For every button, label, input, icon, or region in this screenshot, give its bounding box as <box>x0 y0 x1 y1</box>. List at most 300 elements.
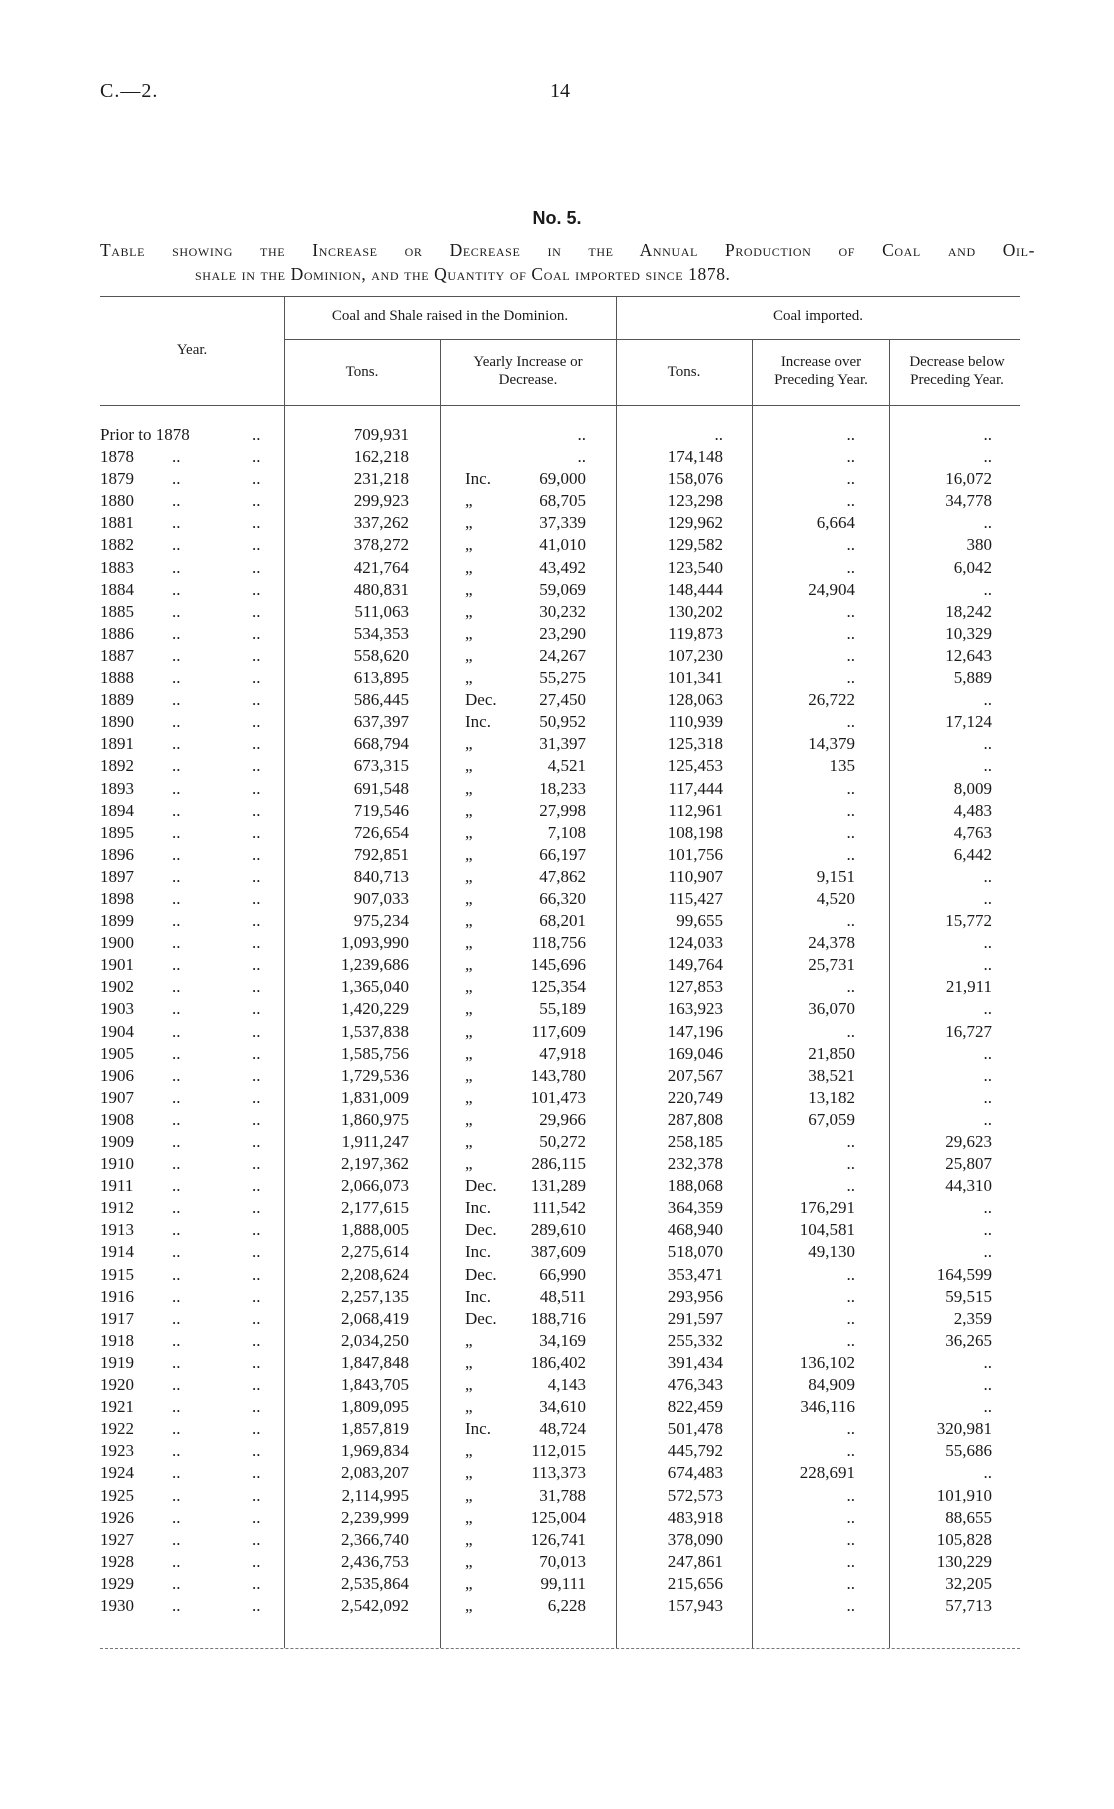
leader-dots: .. <box>252 844 261 864</box>
decrease-cell: 44,310 <box>945 1176 992 1196</box>
leader-dots: .. <box>252 1573 261 1593</box>
import-tons-cell: 378,090 <box>667 1529 723 1549</box>
table-row <box>0 800 1114 822</box>
change-prefix-cell: „ <box>465 1021 473 1041</box>
coal-tons-cell: 1,860,975 <box>341 1109 409 1129</box>
increase-cell: 36,070 <box>808 999 855 1019</box>
year-cell: 1911 <box>100 1176 134 1196</box>
header-coal-imported-group: Coal imported. <box>773 308 863 324</box>
yearly-change-cell: 70,013 <box>539 1551 586 1571</box>
change-prefix-cell: „ <box>465 778 473 798</box>
leader-dots: .. <box>252 778 261 798</box>
decrease-cell: .. <box>983 1242 992 1262</box>
year-cell: 1878 <box>100 447 134 467</box>
import-tons-cell: 822,459 <box>667 1397 723 1417</box>
leader-dots: .. <box>252 668 261 688</box>
year-cell: 1926 <box>100 1507 134 1527</box>
year-cell: 1886 <box>100 623 134 643</box>
import-tons-cell: 147,196 <box>667 1021 723 1041</box>
table-title-line-2: shale in the Dominion, and the Quantity of Coal imported since 1878. <box>195 264 731 284</box>
coal-tons-cell: 1,888,005 <box>341 1220 409 1240</box>
change-prefix-cell: „ <box>465 1109 473 1129</box>
decrease-cell: .. <box>983 1375 992 1395</box>
increase-cell: .. <box>846 623 855 643</box>
year-cell: 1883 <box>100 557 134 577</box>
decrease-cell: 36,265 <box>945 1330 992 1350</box>
table-row <box>0 844 1114 866</box>
increase-cell: .. <box>846 645 855 665</box>
year-cell: 1894 <box>100 800 134 820</box>
change-prefix-cell: Inc. <box>465 1286 491 1306</box>
increase-cell: .. <box>846 491 855 511</box>
table-body <box>0 424 1114 1617</box>
year-cell: 1881 <box>100 513 134 533</box>
year-cell: 1920 <box>100 1375 134 1395</box>
leader-dots: .. <box>172 1397 181 1417</box>
decrease-cell: 29,623 <box>945 1132 992 1151</box>
import-tons-cell: 258,185 <box>667 1132 723 1151</box>
year-cell: 1902 <box>100 977 134 997</box>
leader-dots: .. <box>252 800 261 820</box>
leader-dots: .. <box>172 977 181 997</box>
yearly-change-cell: 29,966 <box>539 1109 586 1129</box>
decrease-cell: .. <box>983 1087 992 1107</box>
decrease-cell: 16,727 <box>945 1021 992 1041</box>
year-cell: 1896 <box>100 844 134 864</box>
decrease-cell: 21,911 <box>945 977 992 997</box>
coal-tons-cell: 2,239,999 <box>341 1507 409 1527</box>
leader-dots: .. <box>172 1419 181 1439</box>
change-prefix-cell: „ <box>465 1043 473 1063</box>
import-tons-cell: 518,070 <box>667 1242 723 1262</box>
import-tons-cell: .. <box>714 425 723 444</box>
increase-cell: 228,691 <box>799 1463 855 1483</box>
leader-dots: .. <box>252 1375 261 1395</box>
leader-dots: .. <box>172 933 181 953</box>
yearly-change-cell: 118,756 <box>531 933 586 953</box>
yearly-change-cell: 37,339 <box>539 513 586 533</box>
leader-dots: .. <box>172 1330 181 1350</box>
import-tons-cell: 125,453 <box>667 756 723 776</box>
year-cell: 1887 <box>100 645 134 665</box>
decrease-cell: .. <box>983 425 992 444</box>
change-prefix-cell: „ <box>465 1330 473 1350</box>
yearly-change-cell: 66,990 <box>539 1264 586 1284</box>
import-tons-cell: 188,068 <box>667 1176 723 1196</box>
change-prefix-cell: „ <box>465 1507 473 1527</box>
table-row <box>0 623 1114 645</box>
year-cell: 1901 <box>100 955 134 975</box>
yearly-change-cell: 145,696 <box>530 955 586 975</box>
coal-tons-cell: 2,366,740 <box>341 1529 409 1549</box>
increase-cell: .. <box>846 425 855 444</box>
increase-cell: 49,130 <box>808 1242 855 1262</box>
decrease-cell: .. <box>983 690 992 710</box>
table-row <box>0 667 1114 689</box>
decrease-cell: .. <box>983 999 992 1019</box>
coal-tons-cell: 2,066,073 <box>341 1176 409 1196</box>
table-title-line-1: Table showing the Increase or Decrease in the Annual Production of Coal and Oil- <box>100 240 1035 260</box>
import-tons-cell: 101,756 <box>667 844 723 864</box>
increase-cell: 4,520 <box>816 888 855 908</box>
decrease-cell: 380 <box>966 535 992 555</box>
yearly-change-cell: 4,521 <box>547 756 586 776</box>
increase-cell: .. <box>846 1485 855 1505</box>
coal-tons-cell: 840,713 <box>353 866 409 886</box>
decrease-cell: .. <box>983 866 992 886</box>
leader-dots: .. <box>252 822 261 842</box>
increase-cell: 176,291 <box>799 1198 855 1218</box>
table-row <box>0 932 1114 954</box>
import-tons-cell: 117,444 <box>668 778 723 798</box>
change-prefix-cell: „ <box>465 844 473 864</box>
yearly-change-cell: 69,000 <box>539 469 586 489</box>
decrease-cell: 105,828 <box>936 1529 992 1549</box>
decrease-cell: .. <box>983 888 992 908</box>
table-row <box>0 1131 1114 1153</box>
decrease-cell: .. <box>983 1220 992 1240</box>
leader-dots: .. <box>252 1397 261 1417</box>
import-tons-cell: 99,655 <box>676 911 723 931</box>
increase-cell: .. <box>846 712 855 732</box>
coal-tons-cell: 534,353 <box>353 623 409 643</box>
leader-dots: .. <box>252 888 261 908</box>
leader-dots: .. <box>172 1132 181 1151</box>
increase-cell: .. <box>846 1176 855 1196</box>
import-tons-cell: 127,853 <box>667 977 723 997</box>
leader-dots: .. <box>172 1242 181 1262</box>
coal-tons-cell: 792,851 <box>353 844 409 864</box>
leader-dots: .. <box>252 911 261 931</box>
yearly-change-cell: 112,015 <box>531 1441 586 1461</box>
coal-tons-cell: 231,218 <box>353 469 409 489</box>
leader-dots: .. <box>252 601 261 621</box>
year-cell: 1914 <box>100 1242 134 1262</box>
import-tons-cell: 108,198 <box>667 822 723 842</box>
import-tons-cell: 130,202 <box>667 601 723 621</box>
leader-dots: .. <box>172 1308 181 1328</box>
group-divider-rule <box>284 339 1020 340</box>
leader-dots: .. <box>252 1264 261 1284</box>
coal-tons-cell: 511,063 <box>354 601 409 621</box>
coal-tons-cell: 673,315 <box>353 756 409 776</box>
yearly-change-cell: 48,724 <box>539 1419 586 1439</box>
decrease-cell: 17,124 <box>945 712 992 732</box>
yearly-change-cell: 4,143 <box>547 1375 586 1395</box>
import-tons-cell: 483,918 <box>667 1507 723 1527</box>
leader-dots: .. <box>252 1242 261 1262</box>
yearly-change-cell: 7,108 <box>547 822 586 842</box>
leader-dots: .. <box>172 1264 181 1284</box>
leader-dots: .. <box>252 1485 261 1505</box>
increase-cell: .. <box>846 1154 855 1174</box>
leader-dots: .. <box>172 1154 181 1174</box>
import-tons-cell: 158,076 <box>667 469 723 489</box>
increase-cell: .. <box>846 1132 855 1151</box>
yearly-change-cell: 48,511 <box>539 1286 586 1306</box>
year-cell: 1916 <box>100 1286 134 1306</box>
leader-dots: .. <box>172 447 181 467</box>
yearly-change-cell: 59,069 <box>539 579 586 599</box>
change-prefix-cell: „ <box>465 1573 473 1593</box>
table-row <box>0 1197 1114 1219</box>
increase-cell: .. <box>846 911 855 931</box>
yearly-change-cell: 99,111 <box>540 1573 586 1593</box>
leader-dots: .. <box>252 734 261 754</box>
coal-tons-cell: 1,911,247 <box>341 1132 409 1151</box>
year-cell: 1906 <box>100 1065 134 1085</box>
decrease-cell: .. <box>983 734 992 754</box>
year-cell: 1909 <box>100 1132 134 1151</box>
decrease-cell: .. <box>983 513 992 533</box>
import-tons-cell: 148,444 <box>667 579 723 599</box>
increase-cell: .. <box>846 1573 855 1593</box>
decrease-cell: 88,655 <box>945 1507 992 1527</box>
leader-dots: .. <box>172 1286 181 1306</box>
table-row <box>0 1043 1114 1065</box>
increase-cell: 24,378 <box>808 933 855 953</box>
year-cell: 1923 <box>100 1441 134 1461</box>
change-prefix-cell: Dec. <box>465 1308 497 1328</box>
table-row <box>0 512 1114 534</box>
leader-dots: .. <box>172 756 181 776</box>
year-cell: 1918 <box>100 1330 134 1350</box>
leader-dots: .. <box>252 579 261 599</box>
yearly-change-cell: 41,010 <box>539 535 586 555</box>
coal-tons-cell: 975,234 <box>353 911 409 931</box>
change-prefix-cell: „ <box>465 1441 473 1461</box>
leader-dots: .. <box>172 1087 181 1107</box>
decrease-cell: .. <box>983 933 992 953</box>
decrease-cell: .. <box>983 1198 992 1218</box>
coal-tons-cell: 480,831 <box>353 579 409 599</box>
yearly-change-cell: 387,609 <box>530 1242 586 1262</box>
increase-cell: .. <box>846 1529 855 1549</box>
decrease-cell: 320,981 <box>936 1419 992 1439</box>
import-tons-cell: 107,230 <box>667 645 723 665</box>
decrease-cell: .. <box>983 1463 992 1483</box>
leader-dots: .. <box>252 1132 261 1151</box>
change-prefix-cell: „ <box>465 491 473 511</box>
leader-dots: .. <box>252 1551 261 1571</box>
import-tons-cell: 123,540 <box>667 557 723 577</box>
yearly-change-cell: 47,862 <box>539 866 586 886</box>
coal-tons-cell: 1,857,819 <box>341 1419 409 1439</box>
coal-tons-cell: 1,537,838 <box>341 1021 409 1041</box>
change-prefix-cell: „ <box>465 1375 473 1395</box>
import-tons-cell: 391,434 <box>667 1352 723 1372</box>
leader-dots: .. <box>172 1595 181 1615</box>
import-tons-cell: 232,378 <box>667 1154 723 1174</box>
coal-tons-cell: 613,895 <box>353 668 409 688</box>
header-yearly-change: Yearly Increase or Decrease. <box>473 354 583 388</box>
import-tons-cell: 110,939 <box>668 712 723 732</box>
leader-dots: .. <box>252 866 261 886</box>
increase-cell: 135 <box>829 756 855 776</box>
change-prefix-cell: Inc. <box>465 712 491 732</box>
leader-dots: .. <box>252 491 261 511</box>
yearly-change-cell: 188,716 <box>530 1308 586 1328</box>
increase-cell: .. <box>846 1441 855 1461</box>
table-row <box>0 1396 1114 1418</box>
coal-tons-cell: 637,397 <box>353 712 409 732</box>
increase-cell: .. <box>846 1308 855 1328</box>
yearly-change-cell: 68,705 <box>539 491 586 511</box>
decrease-cell: 18,242 <box>945 601 992 621</box>
increase-cell: 14,379 <box>808 734 855 754</box>
table-row <box>0 1264 1114 1286</box>
table-row <box>0 1485 1114 1507</box>
change-prefix-cell: „ <box>465 756 473 776</box>
page-number: 14 <box>550 80 570 102</box>
change-prefix-cell: „ <box>465 1065 473 1085</box>
yearly-change-cell: 117,609 <box>531 1021 586 1041</box>
yearly-change-cell: 43,492 <box>539 557 586 577</box>
leader-dots: .. <box>172 601 181 621</box>
leader-dots: .. <box>172 778 181 798</box>
table-row <box>0 910 1114 932</box>
increase-cell: 13,182 <box>808 1087 855 1107</box>
leader-dots: .. <box>252 756 261 776</box>
year-cell: 1898 <box>100 888 134 908</box>
coal-tons-cell: 1,420,229 <box>341 999 409 1019</box>
coal-tons-cell: 719,546 <box>353 800 409 820</box>
leader-dots: .. <box>252 712 261 732</box>
leader-dots: .. <box>172 734 181 754</box>
change-prefix-cell: „ <box>465 645 473 665</box>
coal-tons-cell: 2,114,995 <box>341 1485 409 1505</box>
leader-dots: .. <box>252 1529 261 1549</box>
leader-dots: .. <box>172 1551 181 1571</box>
table-row <box>0 1352 1114 1374</box>
import-tons-cell: 215,656 <box>667 1573 723 1593</box>
decrease-cell: 8,009 <box>953 778 992 798</box>
coal-tons-cell: 2,208,624 <box>341 1264 409 1284</box>
decrease-cell: 2,359 <box>953 1308 992 1328</box>
table-top-rule <box>100 296 1020 297</box>
coal-tons-cell: 709,931 <box>353 425 409 444</box>
import-tons-cell: 501,478 <box>667 1419 723 1439</box>
table-row <box>0 1573 1114 1595</box>
leader-dots: .. <box>252 1507 261 1527</box>
leader-dots: .. <box>172 822 181 842</box>
yearly-change-cell: 289,610 <box>530 1220 586 1240</box>
yearly-change-cell: 24,267 <box>539 645 586 665</box>
year-cell: 1882 <box>100 535 134 555</box>
increase-cell: .. <box>846 1264 855 1284</box>
import-tons-cell: 123,298 <box>667 491 723 511</box>
change-prefix-cell: „ <box>465 933 473 953</box>
leader-dots: .. <box>172 1507 181 1527</box>
import-tons-cell: 110,907 <box>668 866 723 886</box>
table-number: No. 5. <box>532 208 582 228</box>
coal-tons-cell: 558,620 <box>353 645 409 665</box>
table-row <box>0 645 1114 667</box>
leader-dots: .. <box>252 1308 261 1328</box>
year-cell: 1885 <box>100 601 134 621</box>
yearly-change-cell: 66,320 <box>539 888 586 908</box>
decrease-cell: .. <box>983 447 992 467</box>
decrease-cell: 5,889 <box>953 668 992 688</box>
table-title <box>100 238 1035 286</box>
decrease-cell: 6,442 <box>953 844 992 864</box>
leader-dots: .. <box>252 623 261 643</box>
increase-cell: 38,521 <box>808 1065 855 1085</box>
yearly-change-cell: 125,354 <box>530 977 586 997</box>
import-tons-cell: 169,046 <box>667 1043 723 1063</box>
leader-dots: .. <box>252 425 261 444</box>
leader-dots: .. <box>172 469 181 489</box>
import-tons-cell: 220,749 <box>667 1087 723 1107</box>
table-row <box>0 579 1114 601</box>
year-cell: 1921 <box>100 1397 134 1417</box>
table-row <box>0 976 1114 998</box>
increase-cell: .. <box>846 469 855 489</box>
decrease-cell: 4,763 <box>953 822 992 842</box>
leader-dots: .. <box>172 1176 181 1196</box>
change-prefix-cell: „ <box>465 888 473 908</box>
table-row <box>0 1551 1114 1573</box>
year-cell: 1930 <box>100 1595 134 1615</box>
import-tons-cell: 128,063 <box>667 690 723 710</box>
import-tons-cell: 129,962 <box>667 513 723 533</box>
leader-dots: .. <box>172 888 181 908</box>
yearly-change-cell: 34,610 <box>539 1397 586 1417</box>
year-cell: 1890 <box>100 712 134 732</box>
yearly-change-cell: 6,228 <box>547 1595 586 1615</box>
increase-cell: .. <box>846 977 855 997</box>
change-prefix-cell: „ <box>465 1551 473 1571</box>
leader-dots: .. <box>172 1463 181 1483</box>
header-increase: Increase over Preceding Year. <box>774 354 868 388</box>
leader-dots: .. <box>172 1485 181 1505</box>
import-tons-cell: 445,792 <box>667 1441 723 1461</box>
table-row <box>0 1507 1114 1529</box>
import-tons-cell: 149,764 <box>667 955 723 975</box>
decrease-cell: 164,599 <box>936 1264 992 1284</box>
yearly-change-cell: 131,289 <box>530 1176 586 1196</box>
increase-cell: .. <box>846 1595 855 1615</box>
increase-cell: .. <box>846 668 855 688</box>
yearly-change-cell: 125,004 <box>530 1507 586 1527</box>
leader-dots: .. <box>252 1065 261 1085</box>
change-prefix-cell: Dec. <box>465 1264 497 1284</box>
coal-tons-cell: 2,535,864 <box>341 1573 409 1593</box>
import-tons-cell: 353,471 <box>667 1264 723 1284</box>
increase-cell: 136,102 <box>799 1352 855 1372</box>
change-prefix-cell: „ <box>465 579 473 599</box>
increase-cell: .. <box>846 1286 855 1306</box>
year-cell: 1908 <box>100 1109 134 1129</box>
leader-dots: .. <box>172 1109 181 1129</box>
import-tons-cell: 207,567 <box>667 1065 723 1085</box>
coal-tons-cell: 378,272 <box>353 535 409 555</box>
change-prefix-cell: „ <box>465 1463 473 1483</box>
table-row <box>0 689 1114 711</box>
decrease-cell: 6,042 <box>953 557 992 577</box>
change-prefix-cell: „ <box>465 866 473 886</box>
leader-dots: .. <box>252 1021 261 1041</box>
change-prefix-cell: Dec. <box>465 1176 497 1196</box>
year-cell: 1907 <box>100 1087 134 1107</box>
decrease-cell: 10,329 <box>945 623 992 643</box>
decrease-cell: .. <box>983 955 992 975</box>
yearly-change-cell: 50,272 <box>539 1132 586 1151</box>
coal-tons-cell: 586,445 <box>353 690 409 710</box>
change-prefix-cell: „ <box>465 1352 473 1372</box>
header-decrease: Decrease below Preceding Year. <box>909 354 1005 388</box>
leader-dots: .. <box>172 1043 181 1063</box>
